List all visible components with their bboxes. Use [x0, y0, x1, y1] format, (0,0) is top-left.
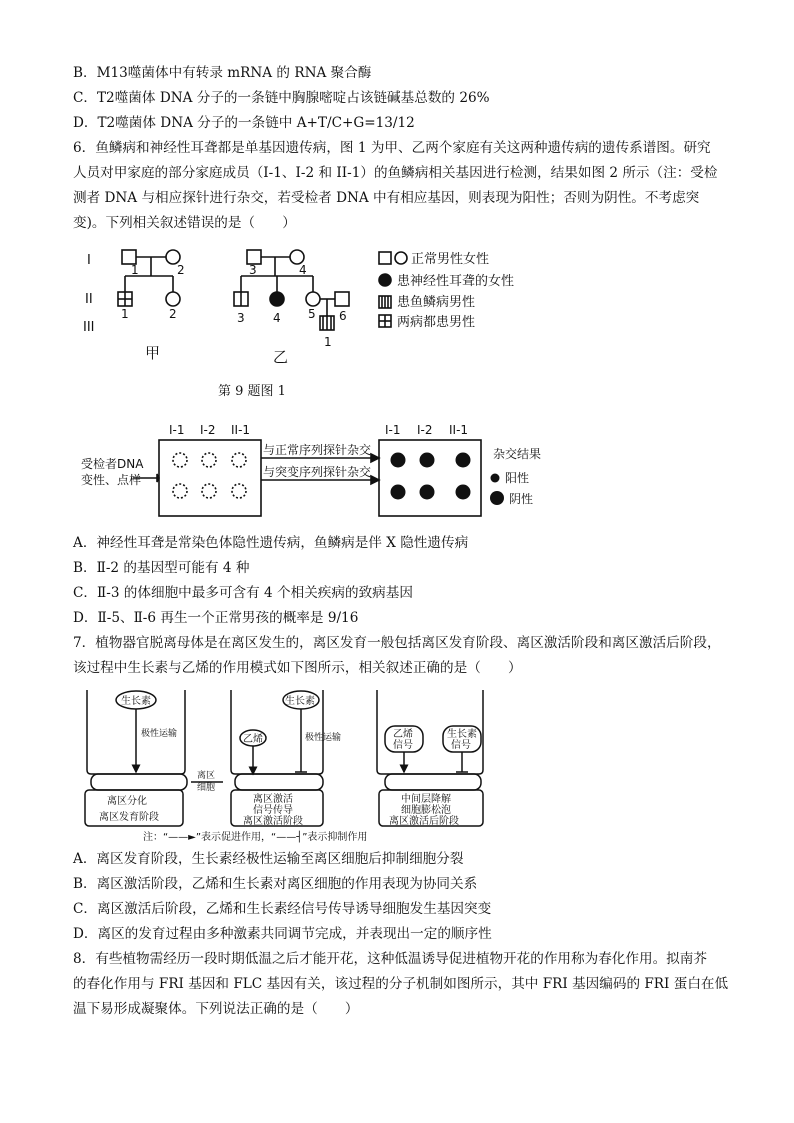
- probe-normal-label: 与正常序列探针杂交: [263, 443, 372, 457]
- svg-text:细胞膨松泡: 细胞膨松泡: [401, 805, 451, 816]
- q6-stem-line-4: 变)。下列相关叙述错误的是（ ）: [73, 215, 296, 231]
- stage3-label: 离区激活后阶段: [389, 816, 459, 827]
- svg-text:5: 5: [308, 307, 316, 321]
- svg-text:1: 1: [131, 263, 139, 277]
- probe-mutant-label: 与突变序列探针杂交: [263, 465, 372, 479]
- q8-stem-line-2: 的春化作用与 FRI 基因和 FLC 基因有关，该过程的分子机制如图所示，其中 FRI 基因编码的 FRI 蛋白在低: [73, 976, 729, 992]
- legend-deaf-female: 患神经性耳聋的女性: [397, 274, 515, 289]
- svg-text:极性运输: 极性运输: [305, 733, 342, 743]
- q7-option-a: A．离区发育阶段，生长素经极性运输至离区细胞后抑制细胞分裂: [73, 851, 464, 867]
- figure-note: 注：“——►”表示促进作用，“——┤”表示抑制作用: [143, 832, 368, 843]
- auxin-label-2: 生长素: [285, 696, 315, 707]
- svg-text:信号: 信号: [451, 740, 471, 751]
- svg-text:乙烯: 乙烯: [393, 729, 413, 740]
- svg-text:4: 4: [299, 263, 307, 277]
- legend-both-male: 两病都患男性: [397, 315, 476, 330]
- stage2-label: 离区激活阶段: [243, 816, 303, 827]
- svg-text:I-1: I-1: [169, 423, 185, 437]
- svg-text:极性运输: 极性运输: [141, 729, 178, 739]
- svg-text:II-1: II-1: [231, 423, 251, 437]
- q6-stem-line-2: 人员对甲家庭的部分家庭成员（I-1、I-2 和 II-1）的鱼鳞病相关基因进行检测，结果如图 2 所示（注：受检: [73, 165, 718, 181]
- svg-text:I-1: I-1: [385, 423, 401, 437]
- svg-text:2: 2: [177, 263, 185, 277]
- pedigree-figure: [73, 240, 553, 370]
- q6-stem-line-1: 6．鱼鳞病和神经性耳聋都是单基因遗传病，图 1 为甲、乙两个家庭有关这两种遗传病的遗传系谱图。研究: [73, 140, 711, 156]
- q7-option-b: B．离区激活阶段，乙烯和生长素对离区细胞的作用表现为协同关系: [73, 876, 478, 892]
- svg-text:离区: 离区: [197, 771, 216, 781]
- hybridization-figure: [73, 418, 567, 518]
- q5-option-b: B．M13噬菌体中有转录 mRNA 的 RNA 聚合酶: [73, 65, 372, 81]
- result-title: 杂交结果: [493, 447, 542, 461]
- q6-option-d: D．Ⅱ-5、Ⅱ-6 再生一个正常男孩的概率是 9/16: [73, 610, 359, 626]
- q5-option-c: C．T2噬菌体 DNA 分子的一条链中胸腺嘧啶占该链碱基总数的 26%: [73, 90, 490, 106]
- sample-label-2: 变性、点样: [81, 473, 142, 487]
- svg-text:信号: 信号: [393, 740, 413, 751]
- q8-stem-line-1: 8．有些植物需经历一段时期低温之后才能开花，这种低温诱导促进植物开花的作用称为春化作用。拟南芥: [73, 951, 707, 967]
- q6-stem-line-3: 测者 DNA 与相应探针进行杂交，若受检者 DNA 中有相应基因，则表现为阳性；否则为阴性。不考虑突: [73, 190, 700, 206]
- sample-label-1: 受检者DNA: [81, 457, 144, 471]
- svg-text:I-2: I-2: [417, 423, 433, 437]
- svg-text:细胞: 细胞: [197, 783, 216, 793]
- svg-text:6: 6: [339, 309, 347, 323]
- svg-text:中间层降解: 中间层降解: [401, 794, 451, 805]
- svg-text:II-1: II-1: [449, 423, 469, 437]
- ethylene-label: 乙烯: [243, 734, 263, 745]
- svg-text:离区激活: 离区激活: [253, 794, 293, 805]
- q6-option-a: A．神经性耳聋是常染色体隐性遗传病，鱼鳞病是伴 X 隐性遗传病: [73, 535, 469, 551]
- figure-1-caption: 第 9 题图 1: [218, 384, 286, 399]
- gen-label-i: I: [87, 253, 91, 268]
- q8-stem-line-3: 温下易形成凝聚体。下列说法正确的是（ ）: [73, 1001, 359, 1017]
- svg-text:2: 2: [169, 307, 177, 321]
- gen-label-ii: II: [85, 292, 93, 307]
- stage1-box: 离区分化: [107, 796, 147, 807]
- legend-normal: 正常男性女性: [411, 252, 490, 267]
- q7-stem-line-1: 7．植物器官脱离母体是在离区发生的，离区发育一般包括离区发育阶段、离区激活阶段和离区激活后阶段，: [73, 635, 721, 651]
- q6-option-c: C．Ⅱ-3 的体细胞中最多可含有 4 个相关疾病的致病基因: [73, 585, 413, 601]
- family-yi-label: 乙: [273, 348, 289, 366]
- auxin-label-1: 生长素: [121, 696, 151, 707]
- svg-text:信号传导: 信号传导: [253, 805, 293, 816]
- svg-text:4: 4: [273, 311, 281, 325]
- svg-text:3: 3: [237, 311, 245, 325]
- q6-option-b: B．Ⅱ-2 的基因型可能有 4 种: [73, 560, 250, 576]
- stage1-label: 离区发育阶段: [99, 812, 159, 823]
- svg-text:3: 3: [249, 263, 257, 277]
- svg-text:1: 1: [324, 335, 332, 349]
- q7-option-c: C．离区激活后阶段，乙烯和生长素经信号传导诱导细胞发生基因突变: [73, 901, 492, 917]
- svg-text:1: 1: [121, 307, 129, 321]
- negative-label: 阴性: [509, 492, 534, 506]
- abscission-figure: [73, 686, 497, 844]
- family-jia-label: 甲: [145, 344, 161, 362]
- svg-text:生长素: 生长素: [447, 729, 477, 740]
- legend-ichthyosis-male: 患鱼鳞病男性: [397, 295, 476, 310]
- q5-option-d: D．T2噬菌体 DNA 分子的一条链中 A+T/C+G=13/12: [73, 115, 415, 131]
- q7-stem-line-2: 该过程中生长素与乙烯的作用模式如下图所示，相关叙述正确的是（ ）: [73, 660, 522, 676]
- svg-text:I-2: I-2: [200, 423, 216, 437]
- positive-label: 阳性: [505, 471, 530, 485]
- q7-option-d: D．离区的发育过程由多种激素共同调节完成，并表现出一定的顺序性: [73, 926, 492, 942]
- gen-label-iii: III: [83, 320, 95, 335]
